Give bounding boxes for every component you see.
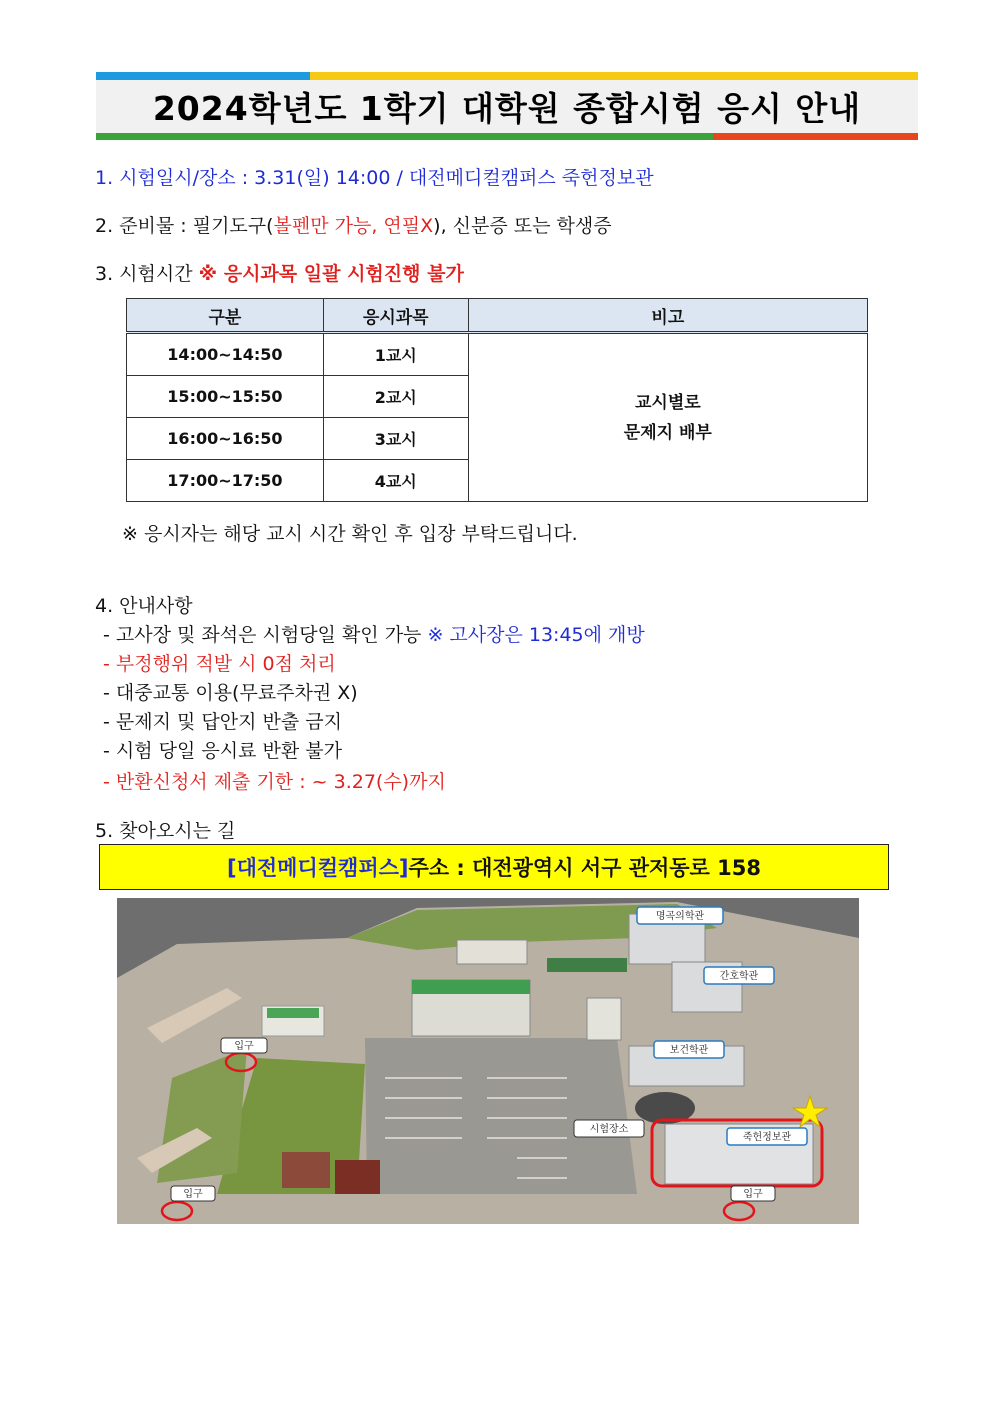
- map-parking: [365, 1038, 637, 1194]
- notice-line-4: - 문제지 및 답안지 반출 금지: [103, 711, 342, 733]
- notice-line-3: - 대중교통 이용(무료주차권 X): [103, 682, 358, 704]
- map-label-nursing: 간호학관: [719, 971, 759, 982]
- item1-datetime-place: 1. 시험일시/장소 : 3.31(일) 14:00 / 대전메디컬캠퍼스 죽헌정보관: [95, 167, 654, 189]
- item3-exam-time: [95, 259, 464, 286]
- map-building-north: [457, 940, 527, 964]
- bar-segment-green: [96, 133, 713, 140]
- title-banner: [96, 72, 918, 140]
- map-label-health: 보건학관: [669, 1045, 709, 1056]
- schedule-note-cell: [468, 333, 867, 502]
- item2-suffix: ), 신분증 또는 학생증: [433, 215, 612, 237]
- schedule-header-row: [127, 299, 868, 333]
- row-time: 17:00~17:50: [127, 460, 324, 502]
- map-label-entrance-se: 입구: [743, 1189, 763, 1200]
- title-bottom-bar: [96, 133, 918, 140]
- map-roof-west: [267, 1008, 319, 1018]
- notice-line-6: - 반환신청서 제출 기한 : ~ 3.27(수)까지: [103, 771, 446, 793]
- note-line1: 교시별로: [634, 392, 701, 413]
- address-text: 주소 : 대전광역시 서구 관저동로 158: [408, 856, 761, 880]
- header-subject: 응시과목: [323, 299, 468, 333]
- address-box: [99, 844, 889, 890]
- header-category: 구분: [127, 299, 324, 333]
- note-line2: 문제지 배부: [623, 422, 712, 443]
- map-label-mg: 명곡의학관: [655, 911, 705, 922]
- address-campus: [대전메디컬캠퍼스]: [227, 856, 409, 880]
- notice-line-1-open-time: ※ 고사장은 13:45에 개방: [427, 624, 645, 646]
- title-box: [96, 80, 918, 133]
- map-path-red: [335, 1160, 380, 1194]
- bar-segment-yellow: [310, 72, 918, 80]
- notice-line-2: - 부정행위 적발 시 0점 처리: [103, 653, 336, 675]
- row-time: 15:00~15:50: [127, 376, 324, 418]
- map-building-northeast: [547, 958, 627, 972]
- map-label-entrance-nw: 입구: [234, 1041, 254, 1052]
- map-label-jukheon: 죽헌정보관: [742, 1132, 792, 1143]
- item2-pen-note: 볼펜만 가능, 연필X: [273, 215, 434, 237]
- map-traditional-building: [282, 1152, 330, 1188]
- map-label-exam: 시험장소: [589, 1124, 629, 1135]
- item2-prefix: 2. 준비물 : 필기도구(: [95, 215, 274, 237]
- notice-line-1-text: - 고사장 및 좌석은 시험당일 확인 가능: [103, 624, 428, 646]
- notice-line-1: [103, 620, 645, 647]
- campus-map: [117, 898, 859, 1224]
- row-time: 14:00~14:50: [127, 333, 324, 376]
- table-row: [127, 333, 868, 376]
- bar-segment-red: [713, 133, 919, 140]
- row-period: 4교시: [323, 460, 468, 502]
- item3-prefix: 3. 시험시간: [95, 263, 199, 285]
- map-building-center-east: [587, 998, 621, 1040]
- schedule-table: [126, 298, 868, 502]
- map-label-entrance-sw: 입구: [183, 1189, 203, 1200]
- map-main-roof: [412, 980, 530, 994]
- header-note: 비고: [468, 299, 867, 333]
- page-title: 2024학년도 1학기 대학원 종합시험 응시 안내: [152, 89, 862, 128]
- item3-warning: ※ 응시과목 일괄 시험진행 불가: [198, 263, 464, 285]
- title-top-bar: [96, 72, 918, 80]
- row-period: 3교시: [323, 418, 468, 460]
- row-period: 1교시: [323, 333, 468, 376]
- item5-heading: 5. 찾아오시는 길: [95, 820, 236, 842]
- bar-segment-blue: [96, 72, 310, 80]
- row-time: 16:00~16:50: [127, 418, 324, 460]
- row-period: 2교시: [323, 376, 468, 418]
- schedule-notice: ※ 응시자는 해당 교시 시간 확인 후 입장 부탁드립니다.: [122, 523, 578, 545]
- item4-heading: 4. 안내사항: [95, 595, 193, 617]
- notice-line-5: - 시험 당일 응시료 반환 불가: [103, 740, 342, 762]
- item2-supplies: [95, 211, 612, 238]
